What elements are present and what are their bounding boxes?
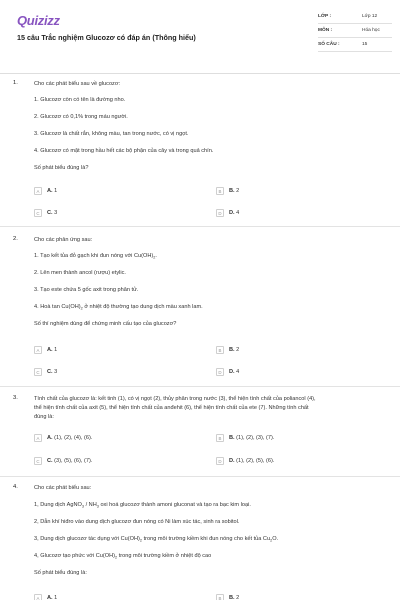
page-title: 15 câu Trắc nghiệm Glucozơ có đáp án (Thông hiểu)	[17, 33, 196, 42]
question-body	[34, 484, 388, 581]
meta-value: 15	[362, 42, 368, 47]
question-number: 4.	[13, 484, 18, 490]
question-number: 1.	[13, 80, 18, 86]
question-body	[34, 395, 388, 422]
question-line: 1, Dung dịch AgNO$_3$ / $NH_3$ oxi hoá glucozơ thành amoni gluconat và tạo ra bạc kim loại.	[34, 502, 251, 509]
option-row	[34, 366, 388, 378]
option-label: C. 3	[47, 369, 58, 375]
option-d[interactable]	[216, 455, 394, 467]
option-a[interactable]	[34, 432, 212, 444]
question-line: thể hiện tính chất của axit (5), thể hiện tính chất của anđehit (6), thể hiện tính chất của ete (7). Những tính chất	[34, 405, 309, 411]
question-line: 2. Lên men thành ancol (rượu) etylic.	[34, 270, 126, 276]
question-line: 3. Glucozơ là chất rắn, không màu, tan trong nước, có vị ngọt.	[34, 131, 189, 137]
option-box[interactable]: A	[34, 187, 42, 195]
question-prompt: Số phát biểu đúng là:	[34, 570, 87, 576]
question-line: Cho các phát biểu sau về glucozơ:	[34, 81, 121, 87]
option-box[interactable]: A	[34, 434, 42, 442]
option-box[interactable]: D	[216, 209, 224, 217]
question-line: 4, Glucozơ tạo phức với $Cu(OH)_2$ trong môi trường kiềm ở nhiệt độ cao	[34, 553, 212, 560]
question-line: 3, Dung dịch glucozơ tác dụng với $Cu(OH)_2$ trong môi trường kiềm khi đun nóng cho kết tủa $Cu_2O$.	[34, 536, 279, 543]
question-line: 4. Glucozơ có mặt trong hầu hết các bộ phận của cây và trong quả chín.	[34, 148, 214, 154]
option-label: B. 2	[229, 347, 240, 353]
option-c[interactable]	[34, 455, 212, 467]
option-b[interactable]	[216, 344, 394, 356]
divider	[0, 386, 400, 387]
option-box[interactable]: B	[216, 346, 224, 354]
meta-key: SỐ CÂU :	[318, 42, 340, 47]
question-line: 3. Tạo este chứa 5 gốc axit trong phân tử.	[34, 287, 139, 293]
question-line: Cho các phản ứng sau:	[34, 237, 93, 243]
option-c[interactable]	[34, 207, 212, 219]
option-box[interactable]: D	[216, 368, 224, 376]
option-label: B. 2	[229, 188, 240, 194]
meta-key: MÔN :	[318, 28, 333, 33]
option-label: A. (1), (2), (4), (6).	[47, 435, 93, 441]
meta-row-count	[318, 38, 392, 52]
question-line: 4. Hoà $\tan Cu(OH)_2$ ở nhiệt độ thường tạo dung dịch màu xanh lam.	[34, 304, 203, 311]
option-row	[34, 592, 388, 600]
meta-row-grade	[318, 10, 392, 24]
option-row	[34, 344, 388, 356]
question-body	[34, 80, 388, 176]
meta-row-subject	[318, 24, 392, 38]
option-label: D. 4	[229, 210, 240, 216]
meta-value: Hóa học	[362, 28, 380, 33]
divider	[0, 476, 400, 477]
question-body	[34, 236, 388, 332]
question-line: đúng là:	[34, 414, 54, 420]
option-a[interactable]	[34, 344, 212, 356]
option-label: D. (1), (2), (5), (6).	[229, 458, 275, 464]
question-line: 2. Glucozơ có 0,1% trong máu người.	[34, 114, 128, 120]
meta-key: LỚP :	[318, 14, 332, 19]
divider	[0, 226, 400, 227]
option-b[interactable]	[216, 432, 394, 444]
option-label: C. 3	[47, 210, 58, 216]
meta-info	[318, 10, 392, 52]
option-row	[34, 455, 388, 467]
question-line: 2, Dẫn khí hiđro vào dung dịch glucozơ đun nóng có Ni làm xúc tác, sinh ra sobitol.	[34, 519, 240, 525]
option-label: B. 2	[229, 595, 240, 600]
option-box[interactable]: C	[34, 209, 42, 217]
option-b[interactable]	[216, 185, 394, 197]
question-line: 1. Glucozơ còn có tên là đường nho.	[34, 97, 126, 103]
question-line: Cho các phát biểu sau:	[34, 485, 92, 491]
option-label: A. 1	[47, 595, 58, 600]
option-box[interactable]: B	[216, 594, 224, 600]
option-row	[34, 207, 388, 219]
option-box[interactable]: C	[34, 368, 42, 376]
option-label: D. 4	[229, 369, 240, 375]
option-box[interactable]: B	[216, 187, 224, 195]
question-line: 1. Tạo kết tủa đỏ gạch khi đun nóng với $Cu(OH)_2$.	[34, 253, 157, 260]
question-line: Tính chất của glucozơ là: kết tinh (1), có vị ngọt (2), thủy phân trong nước (3), thể hiện tính chất của poliancol (4),	[34, 396, 316, 402]
meta-value: Lớp 12	[362, 14, 378, 19]
option-d[interactable]	[216, 366, 394, 378]
option-label: B. (1), (2), (3), (7).	[229, 435, 275, 441]
option-a[interactable]	[34, 185, 212, 197]
option-a[interactable]	[34, 592, 212, 600]
option-box[interactable]: C	[34, 457, 42, 465]
quizizz-logo[interactable]: Quizizz	[17, 13, 60, 28]
question-prompt: Số thí nghiệm dùng để chứng minh cấu tạo của glucozơ?	[34, 321, 177, 327]
question-prompt: Số phát biểu đúng là?	[34, 165, 89, 171]
option-c[interactable]	[34, 366, 212, 378]
option-label: A. 1	[47, 188, 58, 194]
option-label: C. (3), (5), (6), (7).	[47, 458, 93, 464]
option-row	[34, 185, 388, 197]
option-label: A. 1	[47, 347, 58, 353]
option-box[interactable]: A	[34, 346, 42, 354]
question-number: 3.	[13, 395, 18, 401]
option-box[interactable]: D	[216, 457, 224, 465]
option-b[interactable]	[216, 592, 394, 600]
option-d[interactable]	[216, 207, 394, 219]
option-box[interactable]: A	[34, 594, 42, 600]
question-number: 2.	[13, 236, 18, 242]
option-box[interactable]: B	[216, 434, 224, 442]
page-header	[0, 0, 400, 74]
option-row	[34, 432, 388, 444]
